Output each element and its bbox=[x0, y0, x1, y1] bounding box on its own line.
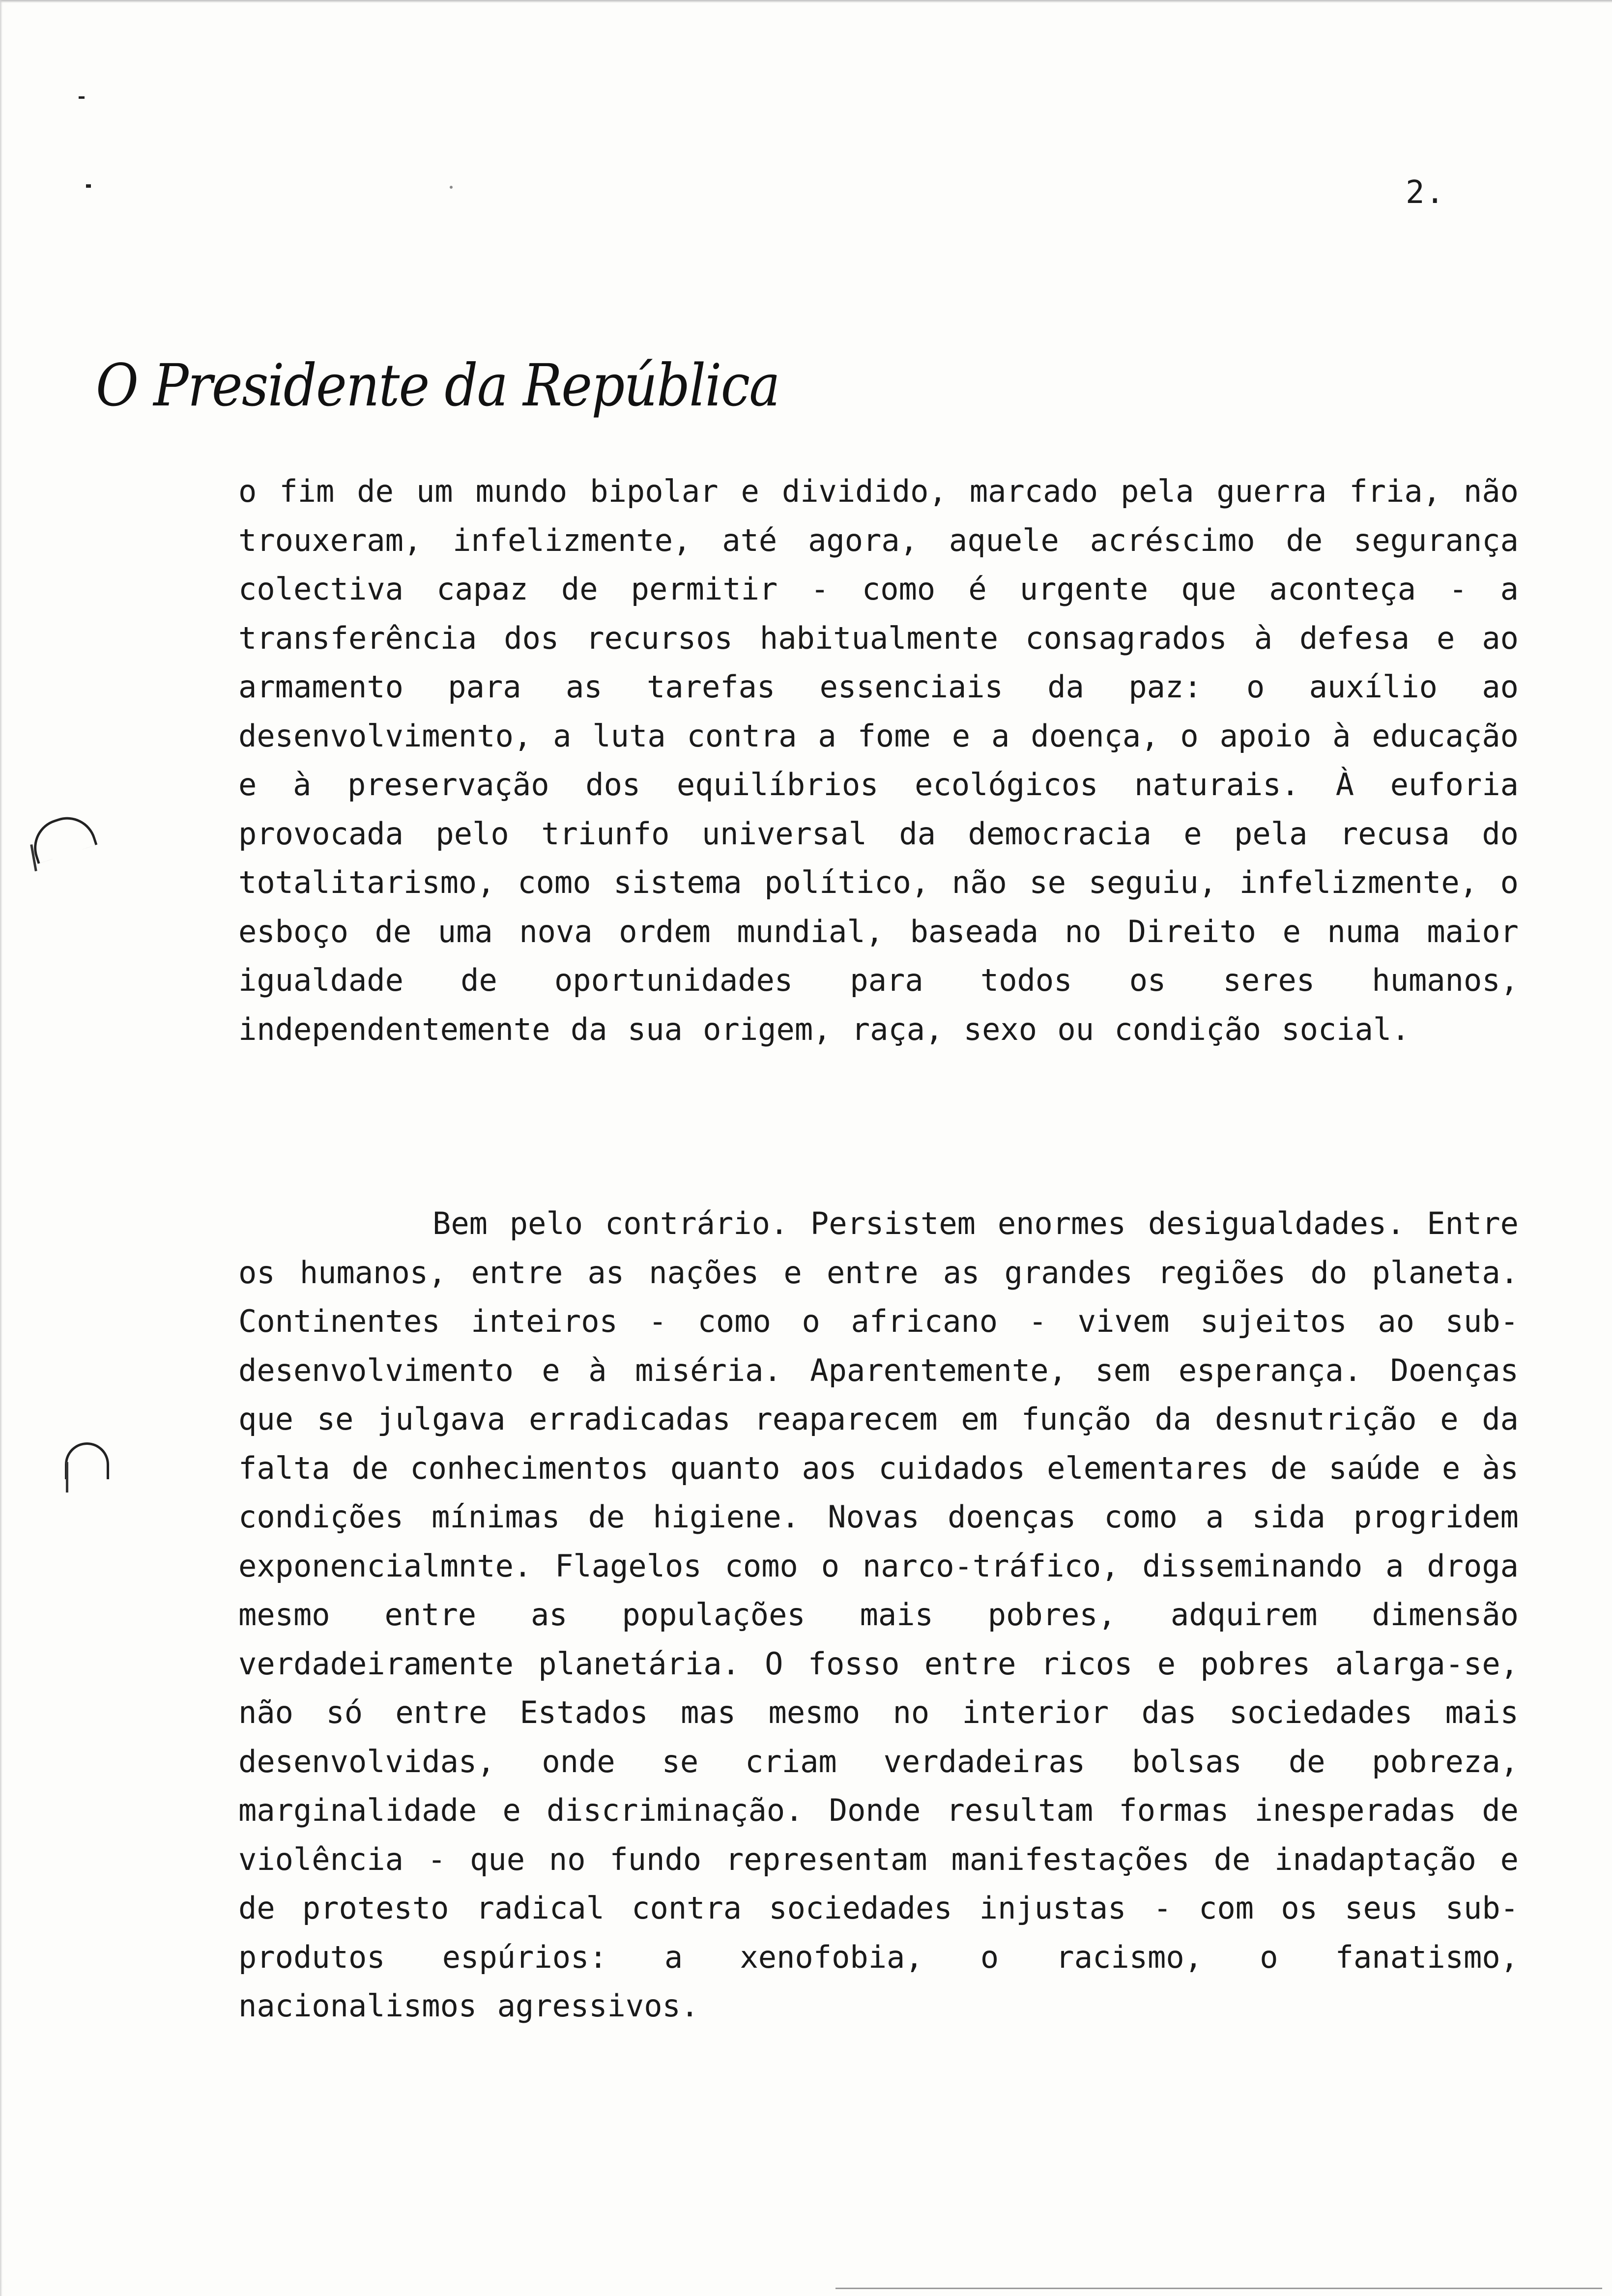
scan-edge-bottom bbox=[835, 2288, 1602, 2289]
body-paragraph: o fim de um mundo bipolar e dividido, marcado pela guerra fria, não trouxeram, infelizmente, até agora, aquele acréscimo de segurança colectiva capaz de permitir - como é urgente que aconteça - a transferência dos recursos habitualmente consagrados à defesa e ao armamento para as tarefas essenciais da paz: o auxílio ao desenvolvimento, a luta contra a fome e a doença, o apoio à educação e à preservação dos equilíbrios ecológicos naturais. À euforia provocada pelo triunfo universal da democracia e pela recusa do totalitarismo, como sistema político, não se seguiu, infelizmente, o esboço de uma nova ordem mundial, baseada no Direito e numa maior igualdade de oportunidades para todos os seres humanos, independentemente da sua origem, raça, sexo ou condição social. bbox=[238, 473, 1519, 1047]
punch-hole-mark-tail bbox=[66, 1462, 68, 1492]
punch-hole-mark bbox=[27, 809, 98, 864]
margin-mark bbox=[86, 184, 91, 188]
margin-mark bbox=[79, 96, 85, 99]
scan-edge-top bbox=[0, 0, 1612, 3]
punch-hole-mark bbox=[65, 1442, 109, 1479]
body-paragraph: Bem pelo contrário. Persistem enormes desigualdades. Entre os humanos, entre as nações e entre as grandes regiões do planeta. Continentes inteiros - como o africano - vivem sujeitos ao sub-desenvolvimento e à miséria. Aparentemente, sem esperança. Doenças que se julgava erradicadas reaparecem em função da desnutrição e da falta de conhecimentos quanto aos cuidados elementares de saúde e às condições mínimas de higiene. Novas doenças como a sida progridem exponencialmnte. Flagelos como o narco-tráfico, disseminando a droga mesmo entre as populações mais pobres, adquirem dimensão verdadeiramente planetária. O fosso entre ricos e pobres alarga-se, não só entre Estados mas mesmo no interior das sociedades mais desenvolvidas, onde se criam verdadeiras bolsas de pobreza, marginalidade e discriminação. Donde resultam formas inesperadas de violência - que no fundo representam manifestações de inadaptação e de protesto radical contra sociedades injustas - com os seus sub-produtos espúrios: a xenofobia, o racismo, o fanatismo, nacionalismos agressivos. bbox=[238, 1205, 1519, 2024]
scan-edge-left bbox=[0, 0, 2, 2296]
letterhead-script: O Presidente da República bbox=[96, 351, 779, 419]
scan-speck bbox=[450, 186, 453, 189]
page-number: 2. bbox=[1406, 174, 1446, 211]
